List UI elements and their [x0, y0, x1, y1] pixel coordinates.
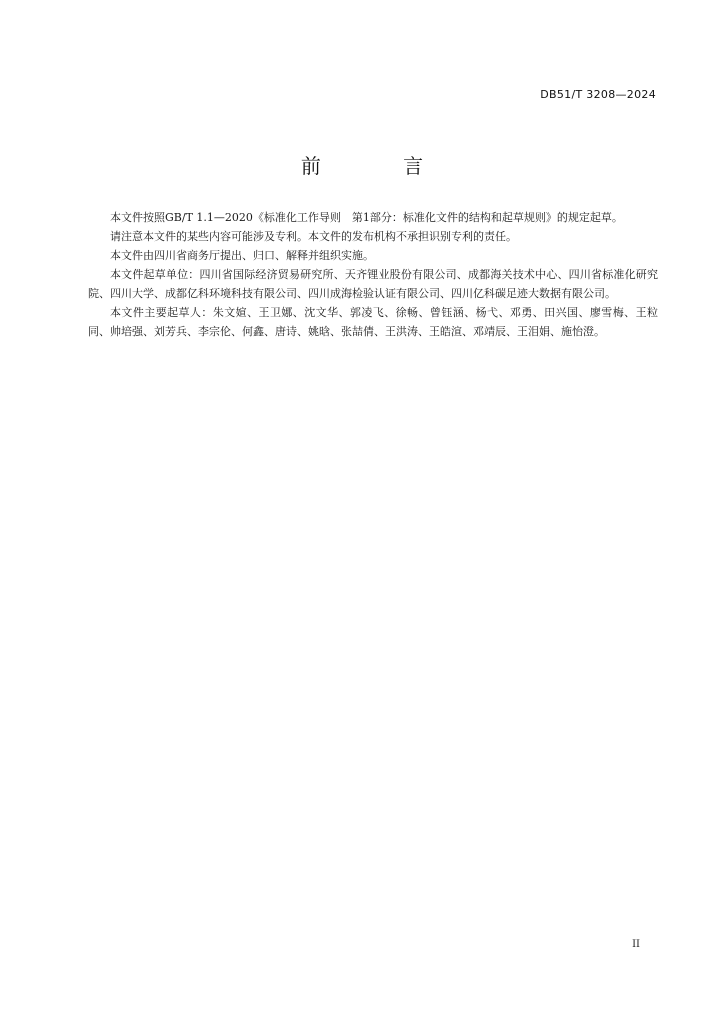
foreword-body: [88, 208, 658, 341]
standard-code: DB51/T 3208—2024: [540, 88, 656, 101]
page-number: II: [632, 939, 640, 950]
paragraph-drafters: 本文件主要起草人：朱文媗、王卫娜、沈文华、郭凌飞、徐畅、曾钰涵、杨弋、邓勇、田兴国、廖雪梅、王粒同、帅培强、刘芳兵、李宗伦、何鑫、唐诗、姚晗、张喆倩、王洪涛、王皓渲、邓靖辰、王泪娟、施怡澄。: [88, 306, 658, 338]
paragraph-patent-notice: 请注意本文件的某些内容可能涉及专利。本文件的发布机构不承担识别专利的责任。: [110, 230, 517, 243]
page-title: 前 言: [300, 154, 462, 178]
paragraph-drafting-units: 本文件起草单位：四川省国际经济贸易研究所、天齐锂业股份有限公司、成都海关技术中心、四川省标准化研究院、四川大学、成都亿科环境科技有限公司、四川成海检验认证有限公司、四川亿科碳足迹大数据有限公司。: [88, 268, 658, 300]
paragraph-drafting-rules: 本文件按照GB/T 1.1—2020《标准化工作导则 第1部分：标准化文件的结构和起草规则》的规定起草。: [110, 211, 623, 224]
paragraph-proposer: 本文件由四川省商务厅提出、归口、解释并组织实施。: [110, 249, 374, 262]
